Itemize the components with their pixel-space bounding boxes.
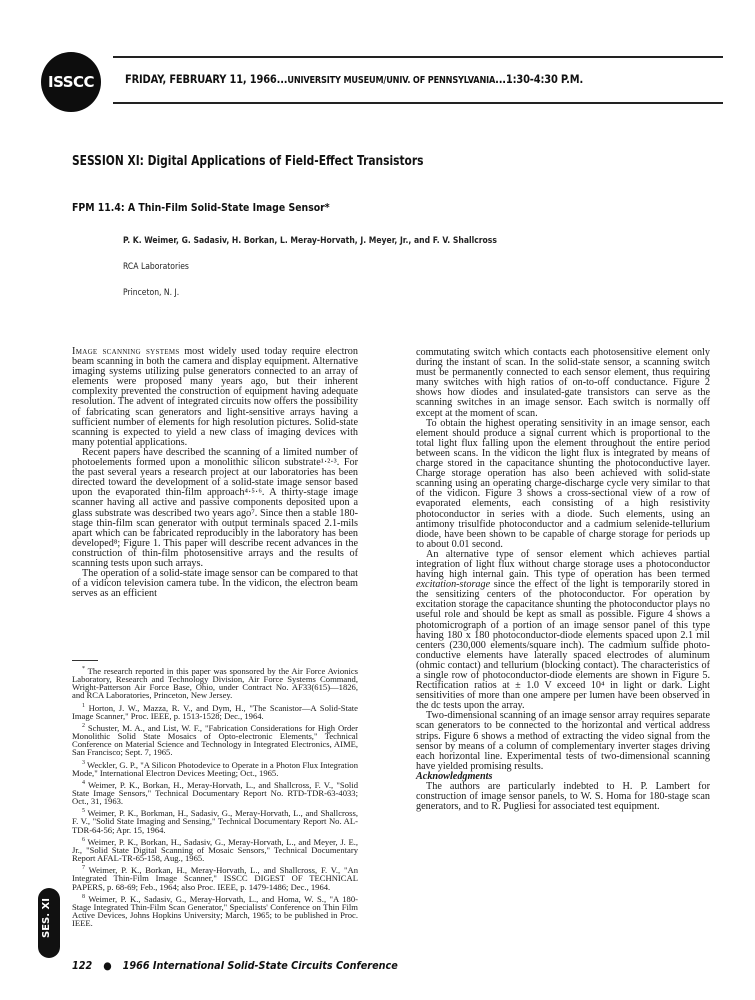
header-time: 1:30-4:30 P.M. bbox=[505, 72, 584, 86]
isscc-logo bbox=[41, 52, 101, 112]
page-number: 122 bbox=[72, 960, 93, 972]
logo-text: ISSCC bbox=[47, 73, 95, 91]
author-list: P. K. Weimer, G. Sadasiv, H. Borkan, L. Meray-Horvath, J. Meyer, Jr., and F. V. Shallcross bbox=[123, 236, 497, 246]
institution: RCA Laboratories bbox=[123, 262, 189, 272]
footnote-rule bbox=[72, 660, 98, 661]
session-side-tab: SES. XI bbox=[38, 888, 60, 958]
conference-name: 1966 International Solid-State Circuits Conference bbox=[122, 960, 398, 972]
footnote: $^3$ Weckler, G. P., "A Silicon Photodevice to Operate in a Photon Flux Integration Mode," International Electron Devices Meeting; Oct., 1965. bbox=[72, 759, 358, 778]
footnote: $^4$ Weimer, P. K., Borkan, H., Meray-Horvath, L., and Shallcross, F. V., "Solid State Image Sensors," Technical Documentary Report No. RTD-TDR-63-4033; Oct., 31, 1963. bbox=[72, 779, 358, 807]
footnote: $^7$ Weimer, P. K., Borkan, H., Meray-Horvath, L., and Shallcross, F. V., "An Integrated Thin-Film Image Scanner," ISSCC DIGEST OF TECHNICAL PAPERS, p. 68-69; Feb., 1964; also Proc. IEEE, p. 1479-1486; Dec., 1964. bbox=[72, 865, 358, 892]
acknowledgments-heading: Acknowledgments bbox=[416, 770, 493, 782]
paragraph-7: Two-dimensional scanning of an image sensor array requires separate scan generators to be connected to the horizontal and vertical address strips. Figure 6 shows a method of extracting the video signal from the sensor by means of a column of complementary inverter stages driving each horizontal line. Experimental tests of two-dimensional scanning have yielded promising results. bbox=[416, 710, 710, 772]
footnotes bbox=[72, 660, 358, 929]
footnote: $^8$ Weimer, P. K., Sadasiv, G., Meray-Horvath, L., and Homa, W. S., "A 180-Stage Integrated Thin-Film Scan Generator," Specialists' Conference on Thin Film Active Devices, Johns Hopkins University; March, 1965; to be published in Proc. IEEE. bbox=[72, 893, 358, 929]
paper-title: FPM 11.4: A Thin-Film Solid-State Image Sensor* bbox=[72, 201, 330, 214]
footnote: $^1$ Horton, J. W., Mazza, R. V., and Dym, H., "The Scanistor—A Solid-State Image Scanner," Proc. IEEE, p. 1513-1528; Dec., 1964. bbox=[72, 702, 358, 721]
page-footer bbox=[72, 960, 398, 972]
footnote: $^6$ Weimer, P. K., Borkan, H., Sadasiv, G., Meray-Horvath, L., and Meyer, J. E., Jr., "Solid State Digital Scanning of Mosaic Sensors," Technical Documentary Report AFAL-TR-65-158, Aug., 1965. bbox=[72, 836, 358, 864]
paragraph-5: To obtain the highest operating sensitivity in an image sensor, each element should produce a signal current which is proportional to the total light flux falling upon the element throughout the entire period between scans. In the vidicon the light flux is integrated by means of charge stored in the capacitance shunting the photoconductive layer. Charge storage operation has also been achieved with solid-state scanning using an operating charge-discharge cycle very similar to that of the vidicon. Figure 3 shows a cross-sectional view of a row of evaporated elements, each consisting of a high resistivity photoconductor in series with a diode. Such elements, using an antimony trisulfide photoconductor and a cadmium selenide-tellurium diode, have been shown to be capable of charge storage for periods up to about 0.01 second. bbox=[416, 417, 710, 550]
session-title: SESSION XI: Digital Applications of Field-Effect Transistors bbox=[72, 154, 424, 169]
paragraph-3: The operation of a solid-state image sensor can be compared to that of a vidicon television camera tube. In the vidicon, the electron beam serves as an efficient bbox=[72, 568, 358, 600]
paragraph-1: Image scanning systems most widely used today require electron beam scanning in both the camera and display equipment. Alternative imaging systems utilizing pulse generators connected to an array of elements were proposed many years ago, but their inherent complexity prevented the construction of equipment having adequate resolution. The advent of integrated circuits now offers the possibility of fabricating scan generators and light-sensitive arrays having a sufficient number of elements for high resolution pictures. Solid-state scanning is expected to yield a new class of imaging devices with many potential applications. bbox=[72, 346, 358, 448]
right-column-body bbox=[416, 348, 710, 812]
footnote: $^5$ Weimer, P. K., Borkman, H., Sadasiv, G., Meray-Horvath, L., and Shallcross, F. V., "Solid State Imaging and Sensing," Technical Documentary Report No. AL-TDR-64-56; Apr. 15, 1964. bbox=[72, 808, 359, 835]
bullet-icon: ● bbox=[103, 960, 112, 972]
header-location: UNIVERSITY MUSEUM/UNIV. OF PENNSYLVANIA bbox=[287, 75, 496, 86]
paragraph-4: commutating switch which contacts each photosensitive element only during the instant of scan. In the solid-state sensor, a scanning switch must be permanently connected to each sensor element, thus requiring many switches with high ratios of on-to-off conductance. Figure 2 shows how diodes and insulated-gate transistors can serve as the scanning switches in an image sensor. Each switch is normally off except at the moment of scan. bbox=[416, 347, 710, 419]
paragraph-2: Recent papers have described the scanning of a limited number of photoelements formed upon a monolithic silicon substrate¹·²·³. For the past several years a research project at our laboratories has been directed toward the development of a solid-state image sensor based upon the evaporated thin-film approach⁴·⁵·⁶. A thirty-stage image scanner having all active and passive components deposited upon a glass substrate was described two years ago⁷. Since then a stable 180-stage thin-film scan generator with output terminals spaced 2.1-mils apart which can be fabricated reproducibly in the laboratory has been developed⁸; Figure 1. This paper will describe recent advances in the construction of thin-film photosensitive arrays and the results of scanning tests upon such arrays. bbox=[72, 446, 358, 569]
paragraph-6: An alternative type of sensor element which achieves partial integration of light flux without charge storage uses a photoconductor having high internal gain. This type of operation has been termed excitation-storage since the effect of the light is temporarily stored in the sensitizing centers of the photoconductor. For operation by excitation storage the capacitance shunting the photoconductor plays no useful role and should be kept as small as possible. Figure 4 shows a photomicrograph of a portion of an image sensor panel of this type having 180 x 180 photoconductor-diode elements spaced upon 2.1 mil centers (230,000 elements/square inch). The cadmium sulfide photo-conductive elements have laterally spaced electrodes of aluminum (ohmic contact) and tellurium (blocking contact). The characteristics of a single row of photoconductor-diode elements are shown in Figure 5. Rectification ratios at ± 1.0 V exceed 10⁴ in light or dark. Light sensitivities of more than one ampere per lumen have been observed in the dc tests upon the array. bbox=[416, 548, 710, 712]
header-date: FRIDAY, FEBRUARY 11, 1966 bbox=[125, 72, 277, 86]
footnote: $^2$ Schuster, M. A., and List, W. F., "Fabrication Considerations for High Order Monolithic Solid State Mosaics of Opto-electronic Elements," Technical Conference on Material Science and Technology in Integrated Electronics, AIME, San Francisco; Sept. 7, 1965. bbox=[72, 722, 358, 758]
lead-in: Image scanning systems bbox=[72, 346, 180, 357]
institution-location: Princeton, N. J. bbox=[123, 288, 180, 298]
acknowledgments-text: The authors are particularly indebted to H. P. Lambert for construction of image sensor panels, to W. S. Homa for 180-stage scan generators, and to R. Pugliesi for associated test equipment. bbox=[416, 781, 710, 813]
conference-header: FRIDAY, FEBRUARY 11, 1966...UNIVERSITY MUSEUM/UNIV. OF PENNSYLVANIA...1:30-4:30 P.M. bbox=[125, 72, 584, 86]
left-column-body bbox=[72, 347, 358, 599]
footnote: * The research reported in this paper was sponsored by the Air Force Avionics Laboratory, Research and Technology Division, Air Force Systems Command, Wright-Patterson Air Force Base, Ohio, under Contract No. AF33(615)—1826, and RCA Laboratories, Princeton, New Jersey. bbox=[72, 665, 358, 701]
